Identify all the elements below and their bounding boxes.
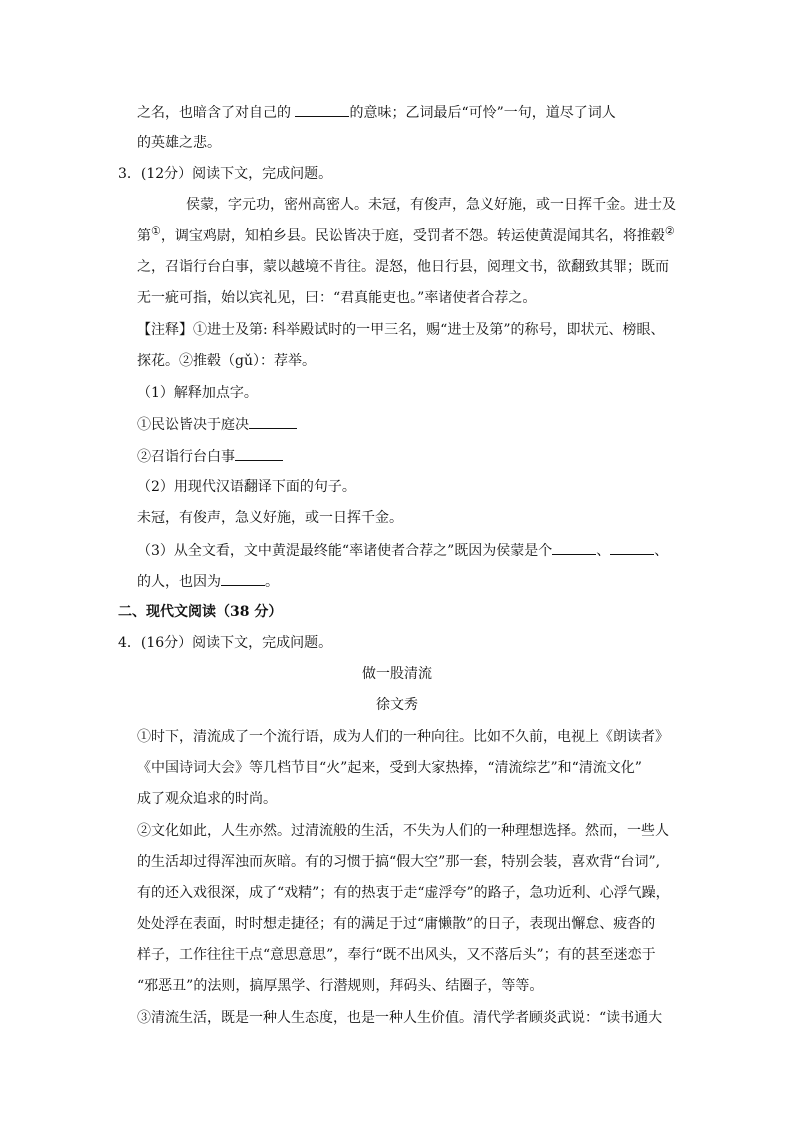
article-line: 《中国诗词大会》等几档节目“火”起来，受到大家热捧，“清流综艺”和“清流文化” [137,760,642,776]
article-line: 处处浮在表面，时时想走捷径；有的满足于过“庸懒散”的日子，表现出懈怠、疲沓的 [137,916,656,932]
question-heading: 4．(16分）阅读下文，完成问题。 [118,635,333,651]
article-line: 样子，工作往往干点“意思意思”，奉行“既不出风头，又不落后头”；有的甚至迷恋于 [137,947,656,963]
article-line: 成了观众追求的时尚。 [137,791,277,807]
passage-line: 之，召诣行台白事，蒙以越境不肯往。湜怒，他日行县，阅理文书，欲翻致其罪；既而 [137,259,669,275]
annotation-line: 【注释】①进士及第: 科举殿试时的一甲三名，赐“进士及第”的称号，即状元、榜眼、 [137,322,665,338]
article-line: 的生活却过得浑浊而灰暗。有的习惯于搞“假大空”那一套，特别会装，喜欢背“台词”, [137,854,661,870]
subquestion-item: 未冠，有俊声，急义好施，或一日挥千金。 [137,510,403,526]
footnote-mark: ② [664,224,675,238]
article-line: ②文化如此，人生亦然。过清流般的生活，不失为人们的一种理想选择。然而，一些人 [137,823,669,839]
answer-blank[interactable] [610,540,654,555]
answer-blank[interactable] [249,414,297,429]
subquestion: 的人，也因为 。 [137,571,279,592]
answer-blank[interactable] [552,540,596,555]
article-line: “邪恶丑”的法则，搞厚黑学、行潜规则，拜码头、结圈子，等等。 [137,978,544,994]
article-line: 有的还入戏很深，成了“戏精”；有的热衷于走“虚浮夸”的路子，急功近利、心浮气躁， [137,885,670,901]
passage-line: 无一疵可指，始以宾礼见，曰：“君真能吏也。”率诸使者合荐之。 [137,290,537,306]
footnote-mark: ① [151,224,161,238]
article-author: 徐文秀 [376,697,418,713]
article-line: ①时下，清流成了一个流行语，成为人们的一种向往。比如不久前，电视上《朗读者》 [137,729,669,745]
section-heading: 二、现代文阅读（38 分） [118,604,283,620]
text-line: 的英雄之悲。 [137,135,221,151]
text-line: 之名，也暗含了对自己的 的意味；乙词最后“可怜”一句，道尽了词人 [137,102,616,123]
passage-line: 侯蒙，字元功，密州高密人。未冠，有俊声，急义好施，或一日挥千金。进士及 [186,197,676,213]
passage-line: 第①，调宝鸡尉，知柏乡县。民讼皆决于庭，受罚者不怨。转运使黄湜闻其名，将推毂② [137,224,675,244]
question-heading: 3．(12分）阅读下文，完成问题。 [118,166,333,182]
subquestion: （2）用现代汉语翻译下面的句子。 [137,479,356,495]
annotation-line: 探花。②推毂（gǔ）：荐举。 [137,353,316,369]
answer-blank[interactable] [221,571,265,586]
subquestion: （1）解释加点字。 [137,385,258,401]
article-line: ③清流生活，既是一种人生态度，也是一种人生价值。清代学者顾炎武说：“读书通大 [137,1010,663,1026]
answer-blank[interactable] [295,102,349,117]
subquestion-item: ①民讼皆决于庭决 [137,414,297,435]
article-title: 做一股清流 [362,666,432,682]
subquestion-item: ②召诣行台白事 [137,446,283,467]
answer-blank[interactable] [235,446,283,461]
subquestion: （3）从全文看，文中黄湜最终能“率诸使者合荐之”既因为侯蒙是个 、 、 [137,540,668,561]
